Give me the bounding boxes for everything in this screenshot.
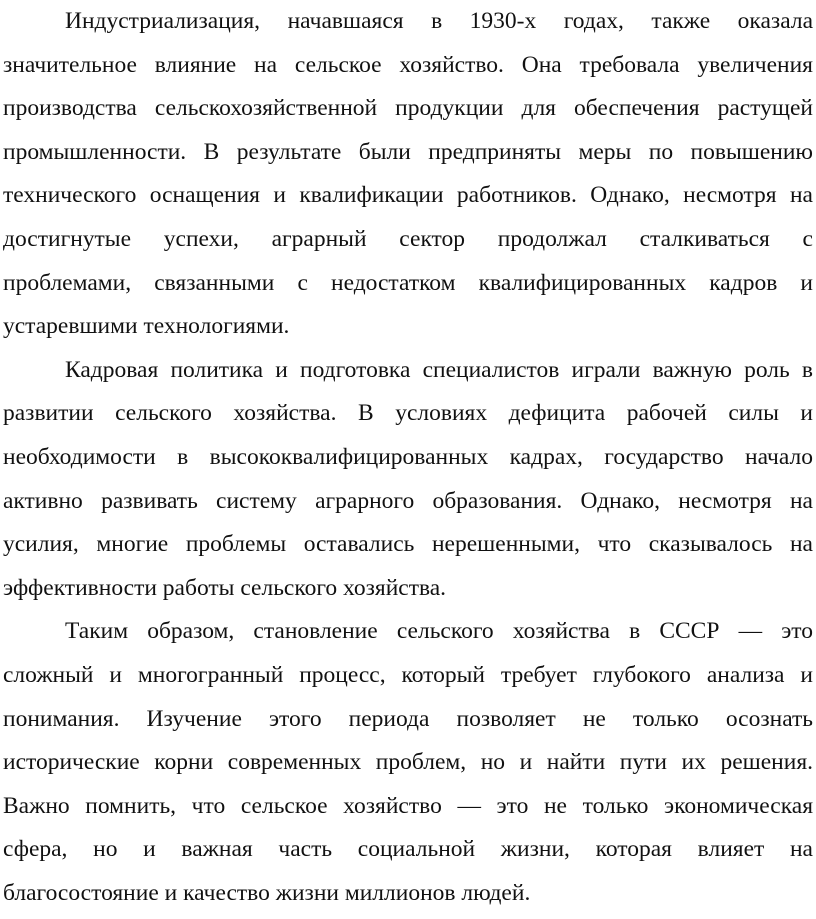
text-line: активно развивать систему аграрного образования. Однако, несмотря на bbox=[3, 487, 813, 514]
text-line: необходимости в высококвалифицированных кадрах, государство начало bbox=[3, 443, 813, 470]
text-line: Важно помнить, что сельское хозяйство — это не только экономическая bbox=[3, 792, 813, 819]
document-page bbox=[3, 0, 813, 915]
paragraph-personnel-policy bbox=[3, 349, 813, 611]
text-line: усилия, многие проблемы оставались нерешенными, что сказывалось на bbox=[3, 531, 813, 558]
text-line: сложный и многогранный процесс, который требует глубокого анализа и bbox=[3, 661, 813, 688]
text-line: устаревшими технологиями. bbox=[3, 313, 290, 340]
text-line: понимания. Изучение этого периода позволяет не только осознать bbox=[3, 705, 813, 732]
paragraph-conclusion bbox=[3, 610, 813, 915]
text-line: производства сельскохозяйственной продукции для обеспечения растущей bbox=[3, 95, 813, 122]
text-line: технического оснащения и квалификации работников. Однако, несмотря на bbox=[3, 182, 813, 209]
text-line: исторические корни современных проблем, но и найти пути их решения. bbox=[3, 749, 813, 776]
text-line: Таким образом, становление сельского хозяйства в СССР — это bbox=[65, 618, 813, 645]
text-line: развитии сельского хозяйства. В условиях дефицита рабочей силы и bbox=[3, 400, 813, 427]
text-line: достигнутые успехи, аграрный сектор продолжал сталкиваться с bbox=[3, 225, 813, 252]
text-line: значительное влияние на сельское хозяйство. Она требовала увеличения bbox=[3, 51, 813, 78]
paragraph-industrialization bbox=[3, 0, 813, 349]
text-line: благосостояние и качество жизни миллионов людей. bbox=[3, 879, 531, 906]
text-line: проблемами, связанными с недостатком квалифицированных кадров и bbox=[3, 269, 813, 296]
text-line: Индустриализация, начавшаяся в 1930-х годах, также оказала bbox=[65, 8, 813, 34]
text-line: Кадровая политика и подготовка специалистов играли важную роль в bbox=[65, 356, 813, 383]
text-line: сфера, но и важная часть социальной жизни, которая влияет на bbox=[3, 836, 813, 863]
text-line: эффективности работы сельского хозяйства. bbox=[3, 574, 447, 601]
text-line: промышленности. В результате были предприняты меры по повышению bbox=[3, 138, 813, 165]
